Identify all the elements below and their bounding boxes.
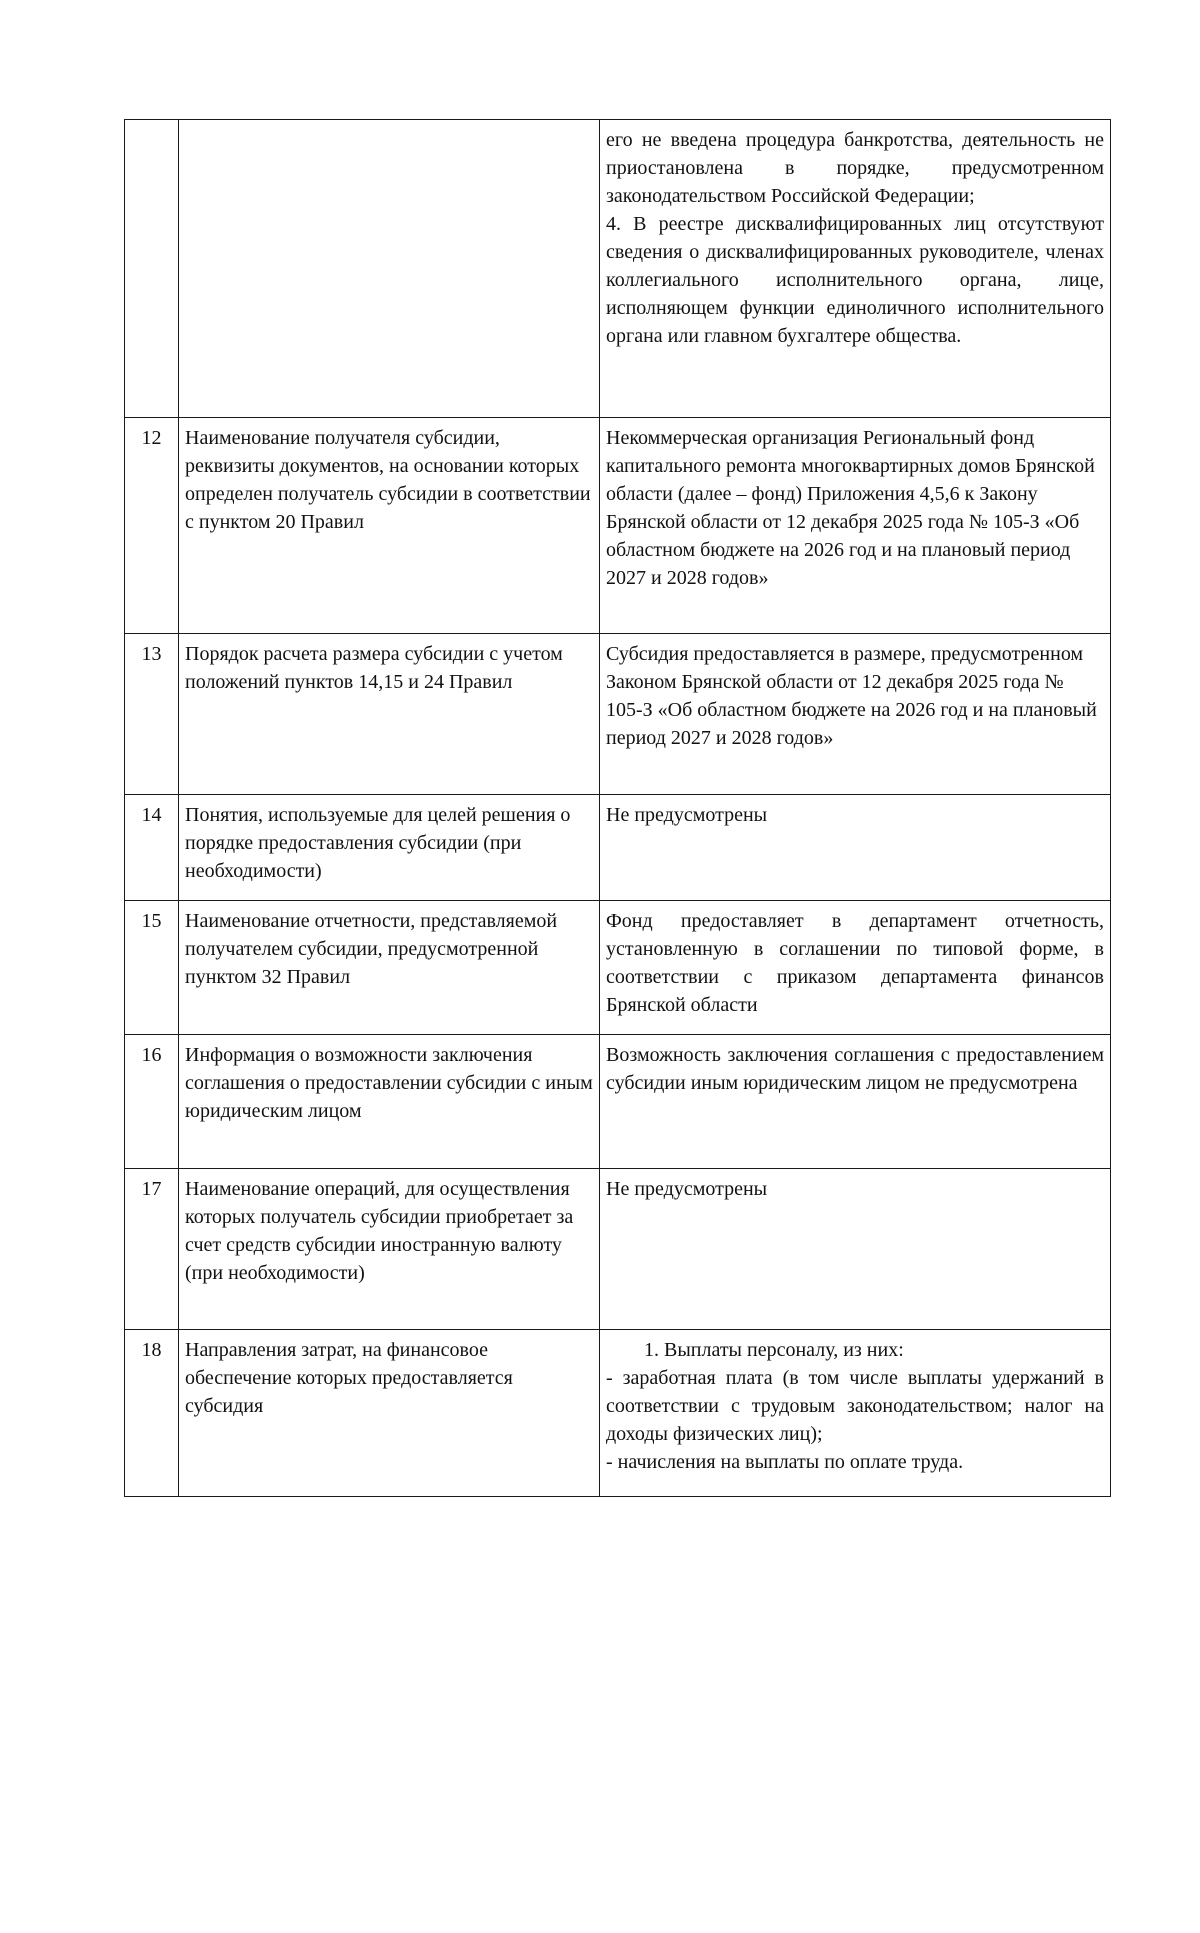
row-number-cell: 13: [125, 634, 179, 795]
row-name-cell: Понятия, используемые для целей решения о порядке предоставления субсидии (при необходимости): [179, 795, 600, 901]
table-row: [125, 1330, 1111, 1497]
row-name-cell: Порядок расчета размера субсидии с учетом положений пунктов 14,15 и 24 Правил: [179, 634, 600, 795]
row-number-cell: 16: [125, 1035, 179, 1169]
value-text: Некоммерческая организация Региональный фонд капитального ремонта многоквартирных домов Брянской области (далее – фонд) Приложения 4,5,6 к Закону Брянской области от 12 декабря 2025 года № 105-З «Об областном бюджете на 2026 год и на плановый период 2027 и 2028 годов»: [606, 427, 1095, 589]
row-value-cell: [600, 1169, 1111, 1330]
value-text: Фонд предоставляет в департамент отчетность, установленную в соглашении по типовой форме, в соответствии с приказом департамента финансов Брянской области: [606, 910, 1104, 1016]
table-row: [125, 418, 1111, 634]
row-name-cell: Наименование операций, для осуществления которых получатель субсидии приобретает за счет средств субсидии иностранную валюту (при необходимости): [179, 1169, 600, 1330]
value-text: Не предусмотрены: [606, 1178, 768, 1200]
value-text: Не предусмотрены: [606, 804, 768, 826]
row-value-cell: [600, 795, 1111, 901]
row-value-cell: [600, 418, 1111, 634]
row-number-cell: 17: [125, 1169, 179, 1330]
value-line: - начисления на выплаты по оплате труда.: [606, 1451, 964, 1473]
row-number-cell: 12: [125, 418, 179, 634]
row-name-cell: Направления затрат, на финансовое обеспечение которых предоставляется субсидия: [179, 1330, 600, 1497]
table-row-continuation: [125, 120, 1111, 418]
value-text: Субсидия предоставляется в размере, предусмотренном Законом Брянской области от 12 декабря 2025 года № 105-З «Об областном бюджете на 2026 год и на плановый период 2027 и 2028 годов»: [606, 643, 1097, 749]
value-text: Возможность заключения соглашения с предоставлением субсидии иным юридическим лицом не предусмотрена: [606, 1044, 1104, 1094]
row-number-cell: 15: [125, 901, 179, 1035]
table-row: [125, 901, 1111, 1035]
table-row: [125, 1035, 1111, 1169]
row-number-cell: 14: [125, 795, 179, 901]
table-row: [125, 634, 1111, 795]
table-row: [125, 795, 1111, 901]
table-row: [125, 1169, 1111, 1330]
value-line: 1. Выплаты персоналу, из них:: [644, 1339, 904, 1361]
row-value-cell: [600, 634, 1111, 795]
value-line: - заработная плата (в том числе выплаты удержаний в соответствии с трудовым законодательством; налог на доходы физических лиц);: [606, 1367, 1104, 1445]
row-number-cell: [125, 120, 179, 418]
subsidy-parameters-table: [124, 119, 1111, 1497]
value-paragraph: его не введена процедура банкротства, деятельность не приостановлена в порядке, предусмотренном законодательством Российской Федерации;: [606, 129, 1104, 207]
row-value-cell: [600, 120, 1111, 418]
row-name-cell: Наименование получателя субсидии, реквизиты документов, на основании которых определен получатель субсидии в соответствии с пунктом 20 Правил: [179, 418, 600, 634]
value-paragraph: 4. В реестре дисквалифицированных лиц отсутствуют сведения о дисквалифицированных руководителе, членах коллегиального исполнительного органа, лице, исполняющем функции единоличного исполнительного органа или главном бухгалтере общества.: [606, 213, 1104, 347]
row-number-cell: 18: [125, 1330, 179, 1497]
row-value-cell: [600, 901, 1111, 1035]
row-name-cell: Наименование отчетности, представляемой получателем субсидии, предусмотренной пунктом 32 Правил: [179, 901, 600, 1035]
row-name-cell: Информация о возможности заключения соглашения о предоставлении субсидии с иным юридическим лицом: [179, 1035, 600, 1169]
row-name-cell: [179, 120, 600, 418]
row-value-cell: [600, 1035, 1111, 1169]
row-value-cell: [600, 1330, 1111, 1497]
